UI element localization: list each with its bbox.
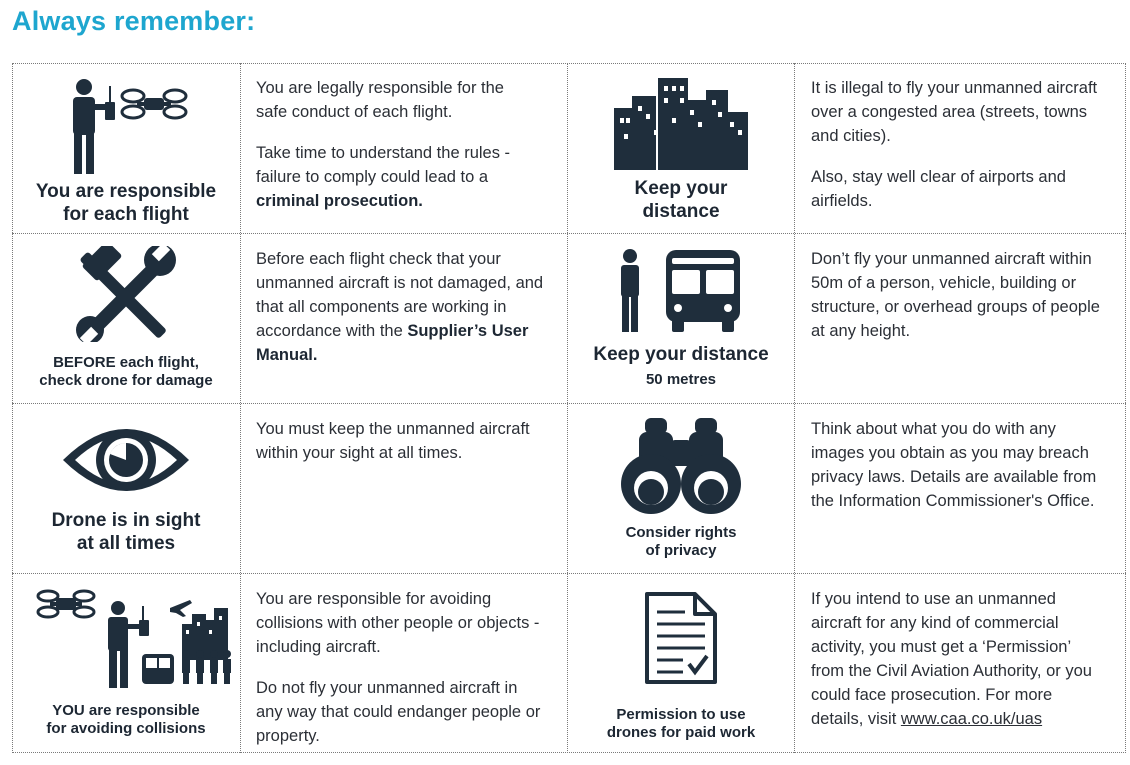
person-with-drone-icon xyxy=(61,72,191,177)
binoculars-icon xyxy=(621,416,741,514)
paragraph: Also, stay well clear of airports and airfields. xyxy=(811,168,1066,210)
cell-sight-text xyxy=(256,417,546,482)
paragraph: Before each flight check that your unmanned aircraft is not damaged, and that all components are working in accordance with the Supplier’s User Manual. xyxy=(256,250,544,364)
row-divider xyxy=(12,403,1126,404)
paragraph: It is illegal to fly your unmanned aircraft over a congested area (streets, towns and cities). xyxy=(811,79,1098,145)
column-divider xyxy=(794,63,795,753)
cell-city-icon-area xyxy=(568,78,794,224)
collision-scene-icon xyxy=(20,586,232,690)
cell-50m-text xyxy=(811,247,1101,360)
caa-link[interactable]: www.caa.co.uk/uas xyxy=(900,710,1043,728)
row-divider xyxy=(12,573,1126,574)
caption-50m-sub: 50 metres xyxy=(645,370,717,388)
paragraph: Do not fly your unmanned aircraft in any way that could endanger people or property. xyxy=(256,679,541,745)
document-permission-icon xyxy=(643,590,719,686)
caption-50m-title: Keep your distance xyxy=(593,344,769,365)
paragraph: You must keep the unmanned aircraft within your sight at all times. xyxy=(256,420,530,462)
paragraph: Don’t fly your unmanned aircraft within 50m of a person, vehicle, building or structure, or overhead groups of people at any height. xyxy=(811,250,1100,340)
page-title: Always remember: xyxy=(12,6,256,36)
eye-icon xyxy=(59,420,193,500)
cell-50m-icon-area xyxy=(568,248,794,389)
cell-collisions-text xyxy=(256,587,546,765)
paragraph: Think about what you do with any images you obtain as you may breach privacy laws. Details are available from the Information Commissioner's Office. xyxy=(811,420,1097,510)
cell-permission-icon-area xyxy=(568,590,794,742)
cell-damage-icon-area xyxy=(12,246,240,390)
caption-privacy: Consider rights of privacy xyxy=(625,524,737,559)
cell-privacy-icon-area xyxy=(568,416,794,560)
cell-privacy-text xyxy=(811,417,1111,530)
caption-permission: Permission to use drones for paid work xyxy=(606,706,756,741)
cell-sight-icon-area xyxy=(12,420,240,556)
city-skyline-icon xyxy=(614,78,748,170)
cell-permission-text xyxy=(811,587,1101,748)
caption-city: Keep your distance xyxy=(634,178,728,222)
caption-sight: Drone is in sight at all times xyxy=(51,510,201,554)
cell-responsible-text xyxy=(256,76,536,230)
cell-responsible-icon-area xyxy=(12,72,240,227)
row-divider xyxy=(12,752,1126,753)
paragraph: Take time to understand the rules - failure to comply could lead to a criminal prosecution. xyxy=(256,144,511,210)
paragraph: You are responsible for avoiding collisions with other people or objects - including aircraft. xyxy=(256,590,540,656)
hammer-wrench-icon xyxy=(74,246,178,342)
column-divider xyxy=(240,63,241,753)
cell-city-text xyxy=(811,76,1101,230)
caption-responsible: You are responsible for each flight xyxy=(35,181,217,225)
paragraph: If you intend to use an unmanned aircraft for any kind of commercial activity, you must get a ‘Permission’ from the Civil Aviation Authority, or you could face prosecution. For more details, visit www.caa.co.uk/uas xyxy=(811,590,1092,728)
caption-collisions: YOU are responsible for avoiding collisions xyxy=(46,702,206,737)
person-and-bus-icon xyxy=(616,248,746,334)
cell-damage-text xyxy=(256,247,546,384)
column-divider xyxy=(1125,63,1126,753)
paragraph: You are legally responsible for the safe conduct of each flight. xyxy=(256,79,504,121)
row-divider xyxy=(12,233,1126,234)
cell-collisions-icon-area xyxy=(12,586,240,738)
caption-damage: BEFORE each flight, check drone for damage xyxy=(39,354,213,389)
